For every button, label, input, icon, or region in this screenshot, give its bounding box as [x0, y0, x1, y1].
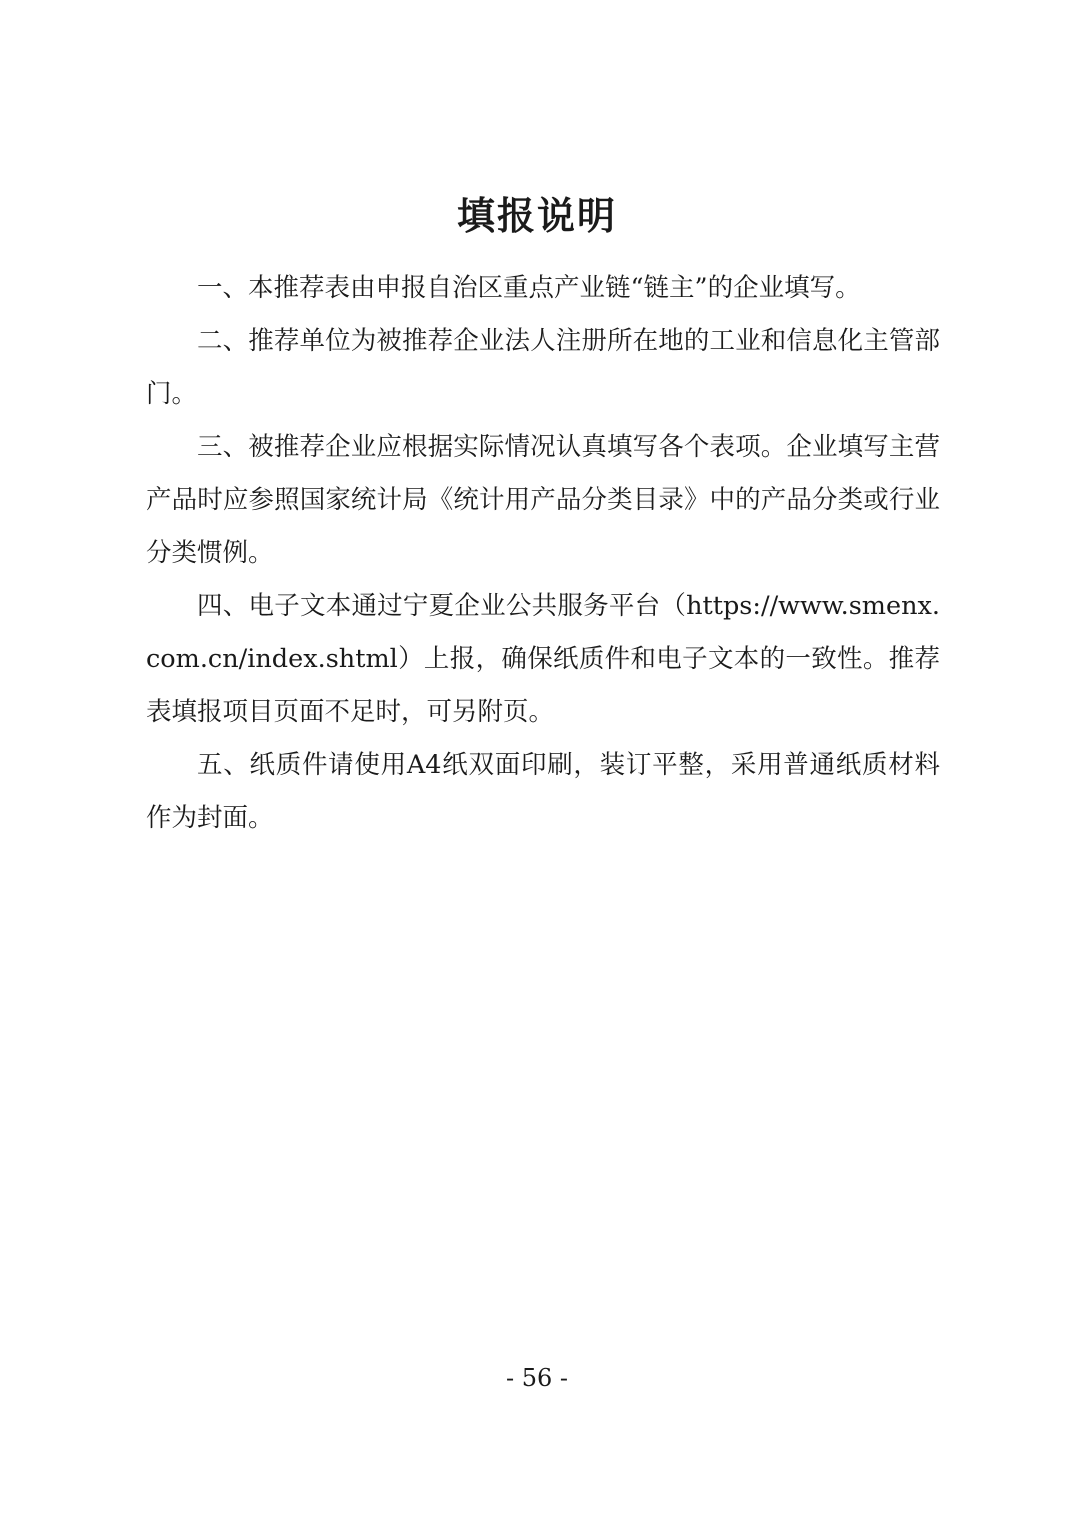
instruction-paragraph-1: 一、本推荐表由申报自治区重点产业链“链主”的企业填写。 [197, 273, 861, 303]
instructions-body [146, 262, 940, 845]
page-number: - 56 - [505, 1364, 568, 1392]
instruction-paragraph-4: 四、电子文本通过宁夏企业公共服务平台（https://www.smenx.com.cn/index.shtml）上报，确保纸质件和电子文本的一致性。推荐表填报项目页面不足时，可另附页。 [146, 591, 940, 727]
page-title: 填报说明 [456, 193, 617, 238]
instruction-paragraph-5: 五、纸质件请使用A4纸双面印刷，装订平整，采用普通纸质材料作为封面。 [146, 750, 940, 833]
instruction-paragraph-3: 三、被推荐企业应根据实际情况认真填写各个表项。企业填写主营产品时应参照国家统计局《统计用产品分类目录》中的产品分类或行业分类惯例。 [146, 432, 940, 568]
instruction-paragraph-2: 二、推荐单位为被推荐企业法人注册所在地的工业和信息化主管部门。 [146, 326, 940, 409]
